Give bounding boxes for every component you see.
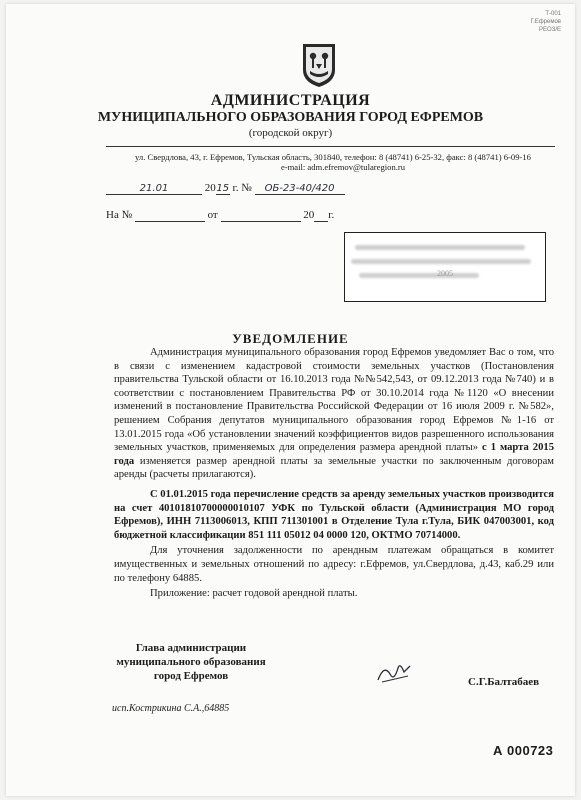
paragraph-attachment: Приложение: расчет годовой арендной платы. [150, 588, 358, 600]
signatory-title: Глава администрации муниципального образования город Ефремов [116, 642, 266, 682]
serial-number: А 000723 [493, 743, 554, 758]
outgoing-year: 15 [216, 183, 230, 194]
coat-of-arms-icon [301, 42, 337, 88]
outgoing-date: 21.01 [106, 183, 202, 195]
document-page [6, 4, 575, 796]
paragraph-payment-details: С 01.01.2015 года перечисление средств за аренду земельных участков производится на счет 40101810700000010107 УФК по Тульской области (Администрация МО город Ефремов), ИНН 7113006013, КПП 711301001 в Отделение Тула г.Тула, БИК 047003001, код бюджетной классификации 851 111 05012 04 0000 120, ОКТМО 70714000. [114, 488, 554, 541]
outgoing-reference: 21.01 2015 г. № ОБ-23-40/420 [106, 182, 345, 195]
paragraph-1: Администрация муниципального образования город Ефремов уведомляет Вас о том, что в связи с изменением кадастровой стоимости земельных участков (Постановления правительства Тульской области от 16.10.2013 года №№542,543, от 09.12.2013 года №740) и в соответствии с постановлением Правительства РФ от 30.10.2014 года №1120 «О внесении изменений в постановление Правительства Российской Федерации от 16 июля 2009 г. №582», решением Собрания депутатов муниципального образования город Ефремов №1-16 от 13.01.2015 года «Об установлении значений коэффициентов видов разрешенного использования земельных участков, применяемых для определения размера арендной платы» с 1 марта 2015 года изменяется размер арендной платы за земельные участки по заключенным договорам аренды (расчеты прилагаются). [114, 347, 554, 481]
org-name-line1: АДМИНИСТРАЦИЯ [210, 92, 371, 109]
redacted-recipient-box [344, 232, 546, 302]
executor-note: исп.Кострикина С.А.,64885 [112, 703, 230, 714]
org-name-line3: (городской округ) [248, 127, 333, 139]
email-line: e-mail: adm.efremov@tularegion.ru [280, 162, 406, 172]
document-title: УВЕДОМЛЕНИЕ [232, 331, 349, 346]
handwritten-signature-icon [374, 660, 414, 686]
address-line: ул. Свердлова, 43, г. Ефремов, Тульская область, 301840, телефон: 8 (48741) 6-25-32, факс: 8 (48741) 6-09-16 [135, 152, 531, 162]
corner-stamp: Т-001 Г.Ефремов РЕОЗ/Е [530, 11, 561, 33]
org-address [118, 152, 548, 172]
notice-body [114, 346, 554, 601]
redacted-fragment: 2005 [437, 269, 453, 278]
incoming-reference: На № от 20 г. [106, 209, 335, 221]
outgoing-number: ОБ-23-40/420 [255, 183, 345, 195]
signer-name: С.Г.Балтабаев [468, 676, 540, 688]
header-divider [106, 146, 555, 147]
paragraph-contact: Для уточнения задолженности по арендным платежам обращаться в комитет имущественных и земельных отношений по адресу: г.Ефремов, ул.Свердлова, д.43, каб.29 или по телефону 64885. [114, 545, 554, 584]
org-name-line2: МУНИЦИПАЛЬНОГО ОБРАЗОВАНИЯ ГОРОД ЕФРЕМОВ [97, 110, 484, 125]
